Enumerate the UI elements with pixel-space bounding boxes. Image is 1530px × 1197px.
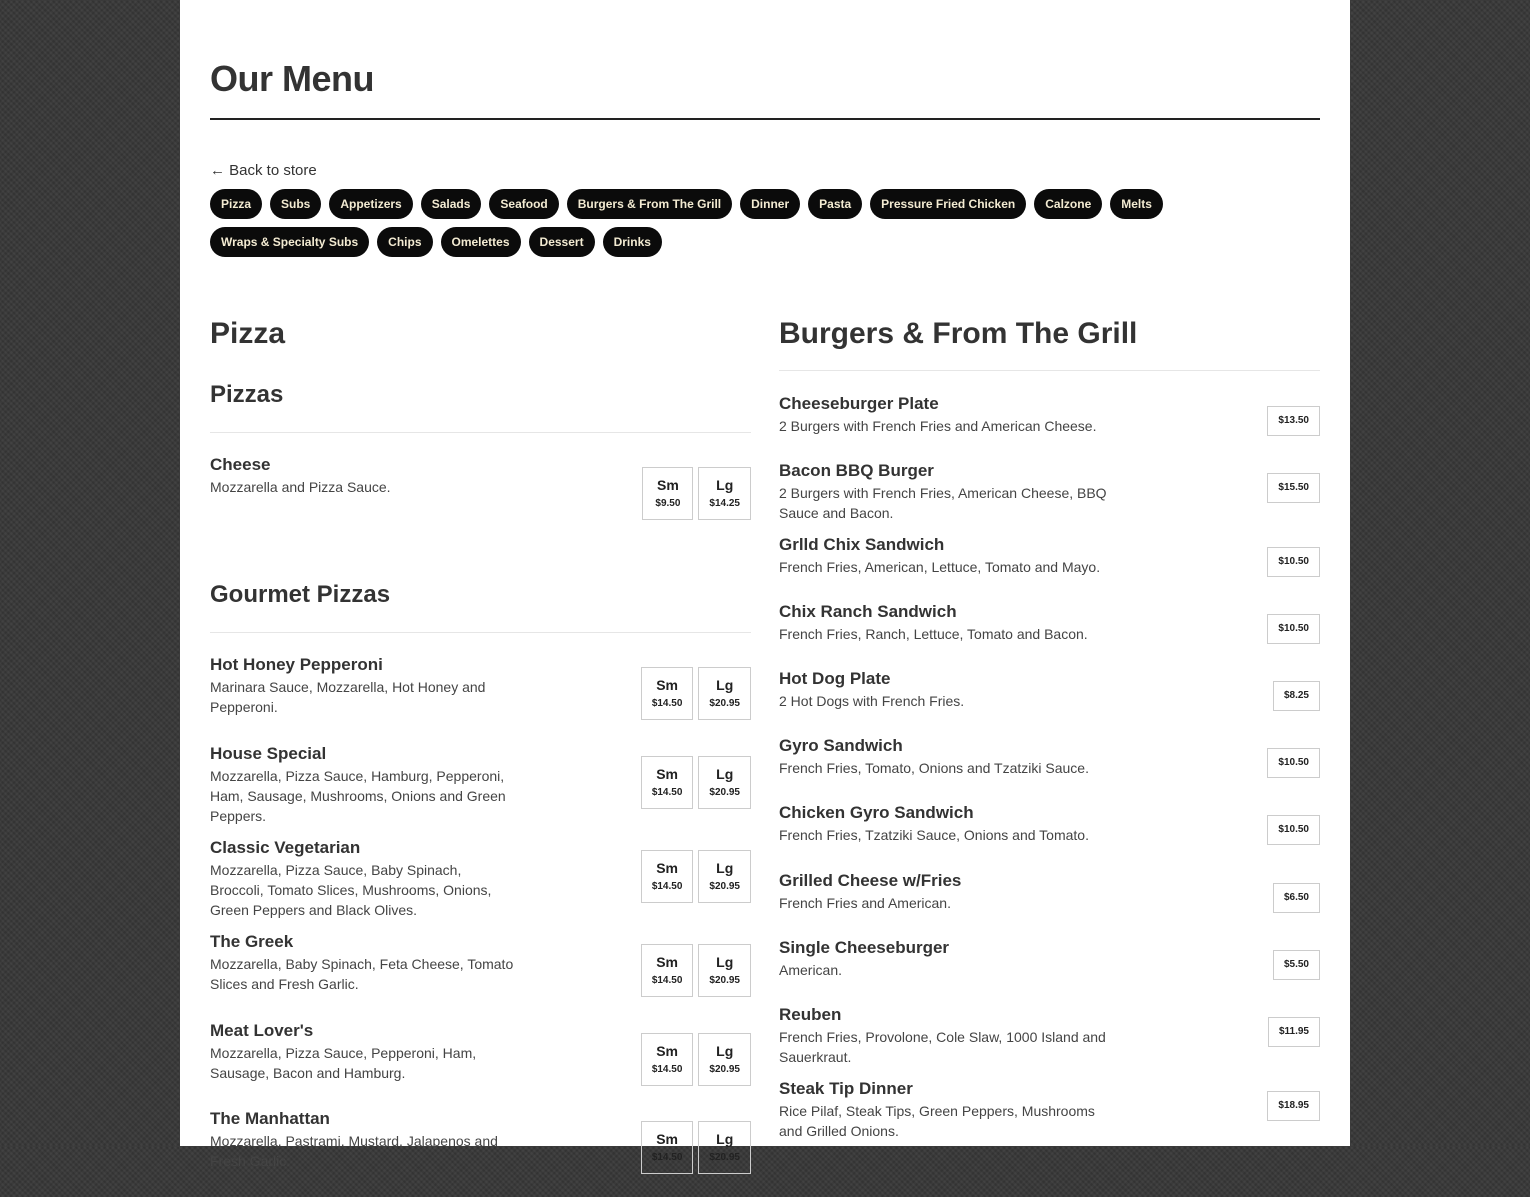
price-value: $14.50 [651,975,683,986]
price-options [641,850,751,903]
size-label: Lg [716,677,734,693]
item-description: French Fries, Tomato, Onions and Tzatziki Sauce. [779,760,1089,776]
item-description: French Fries, Tzatziki Sauce, Onions and Tomato. [779,827,1089,843]
category-pill-drinks[interactable]: Drinks [603,227,662,257]
price-small-button[interactable] [641,756,694,809]
price-button[interactable]: $11.95 [1268,1017,1320,1047]
price-options [642,467,751,520]
price-small-button[interactable] [642,467,693,520]
item-name: Chix Ranch Sandwich [779,602,957,621]
menu-item [779,601,1320,668]
item-description: Mozzarella, Pizza Sauce, Pepperoni, Ham, Sausage, Bacon and Hamburg. [210,1045,477,1081]
price-button[interactable]: $8.25 [1273,681,1320,711]
menu-item [779,460,1320,534]
item-description: Mozzarella, Baby Spinach, Feta Cheese, Tomato Slices and Fresh Garlic. [210,956,514,992]
price-value: $20.95 [709,698,740,709]
divider [210,632,751,633]
burgers-section [779,314,1320,1152]
size-label: Sm [656,766,678,782]
price-options [641,667,751,720]
menu-item [210,454,751,554]
item-name: Cheeseburger Plate [779,394,939,413]
price-large-button[interactable] [698,667,751,720]
price-small-button[interactable] [641,850,694,903]
price-value: $14.50 [651,698,683,709]
item-description: French Fries, American, Lettuce, Tomato and Mayo. [779,559,1101,575]
menu-item [779,534,1320,601]
item-description: 2 Burgers with French Fries and American Cheese. [779,418,1097,434]
item-name: Classic Vegetarian [210,838,361,857]
menu-item [779,668,1320,735]
item-name: Steak Tip Dinner [779,1079,913,1098]
price-button[interactable]: $18.95 [1267,1091,1320,1121]
category-pill-wraps[interactable]: Wraps & Specialty Subs [210,227,369,257]
category-pill-burgers[interactable]: Burgers & From The Grill [567,189,732,219]
price-value: $14.50 [651,1064,683,1075]
price-options [641,1033,751,1086]
menu-page [180,0,1350,1169]
price-value: $14.50 [651,881,683,892]
menu-item [210,1108,751,1197]
item-description: French Fries, Provolone, Cole Slaw, 1000 Island and Sauerkraut. [779,1029,1106,1065]
size-label: Sm [657,477,679,493]
item-description: Mozzarella, Pastrami, Mustard, Jalapenos and Fresh Garlic. [210,1133,498,1169]
price-button[interactable]: $13.50 [1267,406,1320,436]
category-pill-subs[interactable]: Subs [270,189,321,219]
category-pill-dinner[interactable]: Dinner [740,189,800,219]
category-pill-omelettes[interactable]: Omelettes [441,227,521,257]
menu-item [779,870,1320,937]
size-label: Sm [656,860,678,876]
price-small-button[interactable] [641,944,694,997]
subsection-title-pizzas: Pizzas [210,381,284,408]
size-label: Sm [656,1043,678,1059]
menu-item [210,743,751,837]
size-label: Lg [716,477,734,493]
item-description: 2 Hot Dogs with French Fries. [779,693,965,709]
price-button[interactable]: $6.50 [1273,883,1320,913]
item-name: Hot Honey Pepperoni [210,655,383,674]
price-value: $20.95 [709,975,740,986]
category-pill-appetizers[interactable]: Appetizers [329,189,412,219]
price-value: $14.25 [709,498,740,509]
item-description: American. [779,962,843,978]
category-pill-calzone[interactable]: Calzone [1034,189,1102,219]
menu-item [779,393,1320,460]
price-options [641,1121,751,1174]
item-name: House Special [210,744,327,763]
item-name: Reuben [779,1005,842,1024]
price-value: $20.95 [709,881,740,892]
price-button[interactable]: $5.50 [1273,950,1320,980]
price-value: $20.95 [709,787,740,798]
divider [779,370,1320,371]
price-button[interactable]: $10.50 [1267,614,1320,644]
item-name: Grlld Chix Sandwich [779,535,945,554]
back-to-store-link[interactable]: ← Back to store [210,162,317,179]
price-options [641,944,751,997]
category-pill-pizza[interactable]: Pizza [210,189,262,219]
size-label: Lg [716,766,734,782]
divider [210,432,751,433]
size-label: Sm [656,677,678,693]
price-large-button[interactable] [698,944,751,997]
page-title: Our Menu [210,58,374,99]
menu-item [779,735,1320,802]
price-small-button[interactable] [641,1121,694,1174]
price-value: $14.50 [651,787,683,798]
subsection-title-gourmet-pizzas: Gourmet Pizzas [210,581,391,608]
item-description: Rice Pilaf, Steak Tips, Green Peppers, Mushrooms and Grilled Onions. [779,1103,1095,1139]
price-value: $20.95 [709,1064,740,1075]
title-divider [210,118,1320,120]
item-name: Gyro Sandwich [779,736,903,755]
size-label: Lg [716,1131,734,1147]
item-name: The Manhattan [210,1109,330,1128]
category-pill-pasta[interactable]: Pasta [808,189,862,219]
category-pill-pressure-fried-chicken[interactable]: Pressure Fried Chicken [870,189,1026,219]
item-description: Marinara Sauce, Mozzarella, Hot Honey and Pepperoni. [210,679,486,715]
price-small-button[interactable] [641,667,694,720]
price-large-button[interactable] [698,1121,751,1174]
item-description: French Fries and American. [779,895,951,911]
price-large-button[interactable] [698,1033,751,1086]
price-large-button[interactable] [698,756,751,809]
menu-item [210,931,751,1020]
price-small-button[interactable] [641,1033,694,1086]
section-title-burgers: Burgers & From The Grill [779,317,1138,350]
size-label: Sm [656,1131,678,1147]
price-button[interactable]: $10.50 [1267,748,1320,778]
menu-item [779,1078,1320,1152]
category-pill-salads[interactable]: Salads [421,189,482,219]
item-name: Bacon BBQ Burger [779,461,934,480]
price-button[interactable]: $10.50 [1267,547,1320,577]
menu-item [779,937,1320,1004]
price-button[interactable]: $10.50 [1267,815,1320,845]
item-name: Chicken Gyro Sandwich [779,803,974,822]
price-value: $9.50 [655,498,681,509]
price-value: $14.50 [651,1152,683,1163]
item-description: 2 Burgers with French Fries, American Cheese, BBQ Sauce and Bacon. [779,485,1107,521]
price-value: $20.95 [709,1152,740,1163]
size-label: Sm [656,954,678,970]
item-name: Grilled Cheese w/Fries [779,871,962,890]
price-large-button[interactable] [698,467,751,520]
price-button[interactable]: $15.50 [1267,473,1320,503]
item-description: French Fries, Ranch, Lettuce, Tomato and Bacon. [779,626,1088,642]
category-pill-seafood[interactable]: Seafood [489,189,558,219]
price-large-button[interactable] [698,850,751,903]
menu-item [210,1020,751,1108]
item-name: Meat Lover's [210,1021,314,1040]
size-label: Lg [716,954,734,970]
item-name: Hot Dog Plate [779,669,891,688]
item-name: Single Cheeseburger [779,938,950,957]
item-name: Cheese [210,455,271,474]
menu-item [210,654,751,743]
menu-item [210,837,751,931]
item-description: Mozzarella and Pizza Sauce. [210,479,391,495]
item-name: The Greek [210,932,294,951]
size-label: Lg [716,860,734,876]
size-label: Lg [716,1043,734,1059]
item-description: Mozzarella, Pizza Sauce, Baby Spinach, Broccoli, Tomato Slices, Mushrooms, Onions, Green Peppers and Black Olives. [210,862,492,918]
menu-item [779,1004,1320,1078]
menu-item [779,802,1320,870]
pizza-section [210,314,751,1197]
category-nav [210,189,1320,257]
category-pill-melts[interactable]: Melts [1110,189,1163,219]
category-pill-dessert[interactable]: Dessert [529,227,595,257]
item-description: Mozzarella, Pizza Sauce, Hamburg, Pepperoni, Ham, Sausage, Mushrooms, Onions and Green Peppers. [210,768,506,824]
section-title-pizza: Pizza [210,317,286,350]
price-options [641,756,751,809]
category-pill-chips[interactable]: Chips [377,227,432,257]
